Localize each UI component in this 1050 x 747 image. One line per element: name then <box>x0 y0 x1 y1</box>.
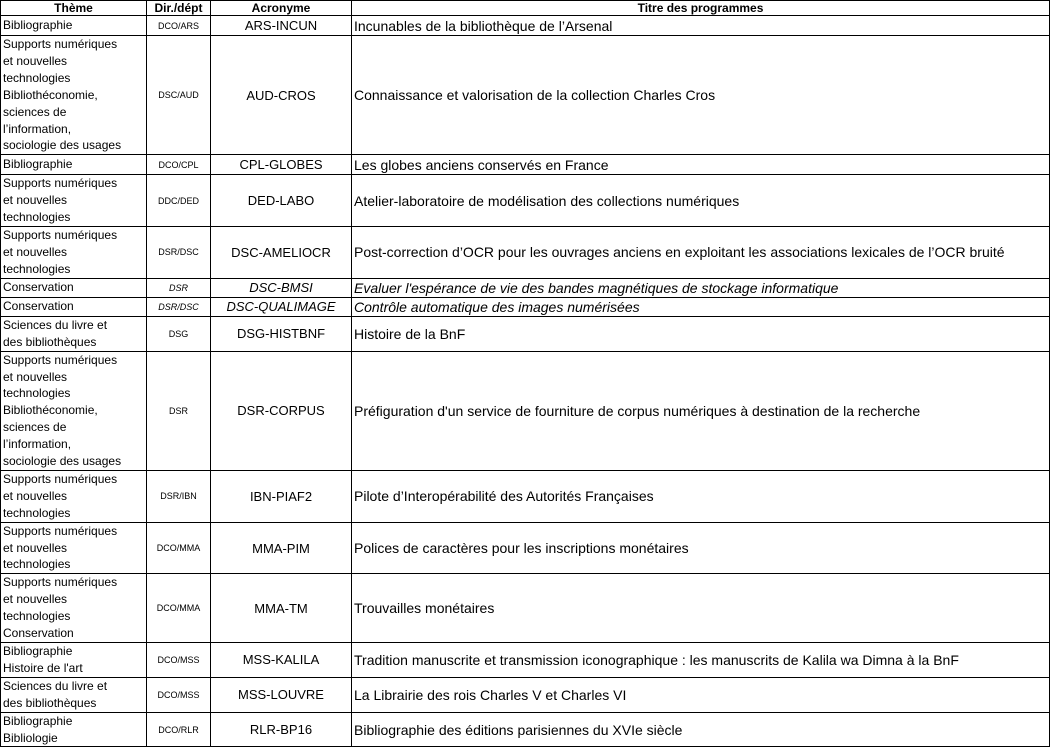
cell-dir: DSR/DSC <box>147 227 211 279</box>
cell-dir: DCO/CPL <box>147 155 211 175</box>
cell-dir: DCO/MSS <box>147 677 211 712</box>
cell-theme: Supports numériques et nouvelles technologies Conservation <box>1 574 147 643</box>
table-row <box>1 278 1050 297</box>
table-row <box>1 227 1050 279</box>
cell-theme: Supports numériques et nouvelles technologies <box>1 522 147 574</box>
cell-dir: DCO/MMA <box>147 522 211 574</box>
cell-dir: DCO/MSS <box>147 643 211 678</box>
cell-theme: Bibliographie <box>1 16 147 36</box>
cell-theme: Sciences du livre et des bibliothèques <box>1 677 147 712</box>
table-row <box>1 522 1050 574</box>
cell-acronym: MSS-KALILA <box>211 643 352 678</box>
table-row <box>1 36 1050 155</box>
cell-acronym: IBN-PIAF2 <box>211 470 352 522</box>
cell-acronym: DSC-BMSI <box>211 278 352 297</box>
cell-dir: DCO/RLR <box>147 712 211 747</box>
cell-acronym: DED-LABO <box>211 175 352 227</box>
cell-title: Pilote d’Interopérabilité des Autorités Françaises <box>352 470 1050 522</box>
header-acronym: Acronyme <box>211 1 352 16</box>
cell-theme: Conservation <box>1 278 147 297</box>
cell-dir: DCO/ARS <box>147 16 211 36</box>
table-row <box>1 712 1050 747</box>
cell-acronym: ARS-INCUN <box>211 16 352 36</box>
cell-dir: DDC/DED <box>147 175 211 227</box>
header-dir: Dir./dépt <box>147 1 211 16</box>
cell-acronym: MMA-PIM <box>211 522 352 574</box>
cell-theme: Supports numériques et nouvelles technologies <box>1 227 147 279</box>
cell-acronym: AUD-CROS <box>211 36 352 155</box>
table-row <box>1 155 1050 175</box>
cell-acronym: CPL-GLOBES <box>211 155 352 175</box>
cell-acronym: DSR-CORPUS <box>211 351 352 470</box>
cell-dir: DSG <box>147 316 211 351</box>
cell-acronym: DSC-AMELIOCR <box>211 227 352 279</box>
cell-title: Bibliographie des éditions parisiennes du XVIe siècle <box>352 712 1050 747</box>
cell-theme: Supports numériques et nouvelles technologies Bibliothéconomie, sciences de l’information, sociologie des usages <box>1 351 147 470</box>
cell-title: Préfiguration d'un service de fourniture de corpus numériques à destination de la recherche <box>352 351 1050 470</box>
cell-title: La Librairie des rois Charles V et Charles VI <box>352 677 1050 712</box>
cell-theme: Supports numériques et nouvelles technologies Bibliothéconomie, sciences de l’information, sociologie des usages <box>1 36 147 155</box>
cell-theme: Sciences du livre et des bibliothèques <box>1 316 147 351</box>
table-row <box>1 643 1050 678</box>
table-row <box>1 316 1050 351</box>
table-row <box>1 351 1050 470</box>
cell-acronym: DSG-HISTBNF <box>211 316 352 351</box>
cell-acronym: MSS-LOUVRE <box>211 677 352 712</box>
header-theme: Thème <box>1 1 147 16</box>
cell-dir: DSC/AUD <box>147 36 211 155</box>
cell-theme: Bibliographie Histoire de l'art <box>1 643 147 678</box>
cell-title: Incunables de la bibliothèque de l’Arsenal <box>352 16 1050 36</box>
cell-title: Contrôle automatique des images numérisées <box>352 297 1050 316</box>
cell-acronym: RLR-BP16 <box>211 712 352 747</box>
cell-title: Polices de caractères pour les inscriptions monétaires <box>352 522 1050 574</box>
cell-dir: DSR/IBN <box>147 470 211 522</box>
table-row <box>1 574 1050 643</box>
cell-title: Post-correction d’OCR pour les ouvrages anciens en exploitant les associations lexicales de l’OCR bruité <box>352 227 1050 279</box>
table-row <box>1 677 1050 712</box>
cell-theme: Supports numériques et nouvelles technologies <box>1 175 147 227</box>
cell-theme: Bibliographie <box>1 155 147 175</box>
cell-dir: DSR <box>147 278 211 297</box>
cell-title: Les globes anciens conservés en France <box>352 155 1050 175</box>
table-row <box>1 175 1050 227</box>
table-row <box>1 470 1050 522</box>
cell-title: Trouvailles monétaires <box>352 574 1050 643</box>
cell-title: Evaluer l'espérance de vie des bandes magnétiques de stockage informatique <box>352 278 1050 297</box>
cell-theme: Supports numériques et nouvelles technologies <box>1 470 147 522</box>
cell-dir: DSR/DSC <box>147 297 211 316</box>
cell-dir: DCO/MMA <box>147 574 211 643</box>
cell-dir: DSR <box>147 351 211 470</box>
cell-acronym: DSC-QUALIMAGE <box>211 297 352 316</box>
cell-title: Histoire de la BnF <box>352 316 1050 351</box>
cell-acronym: MMA-TM <box>211 574 352 643</box>
header-row <box>1 1 1050 16</box>
header-title: Titre des programmes <box>352 1 1050 16</box>
cell-theme: Bibliographie Bibliologie <box>1 712 147 747</box>
cell-title: Tradition manuscrite et transmission iconographique : les manuscrits de Kalila wa Dimna à la BnF <box>352 643 1050 678</box>
cell-title: Atelier-laboratoire de modélisation des collections numériques <box>352 175 1050 227</box>
cell-title: Connaissance et valorisation de la collection Charles Cros <box>352 36 1050 155</box>
table-row <box>1 16 1050 36</box>
cell-theme: Conservation <box>1 297 147 316</box>
table-row <box>1 297 1050 316</box>
